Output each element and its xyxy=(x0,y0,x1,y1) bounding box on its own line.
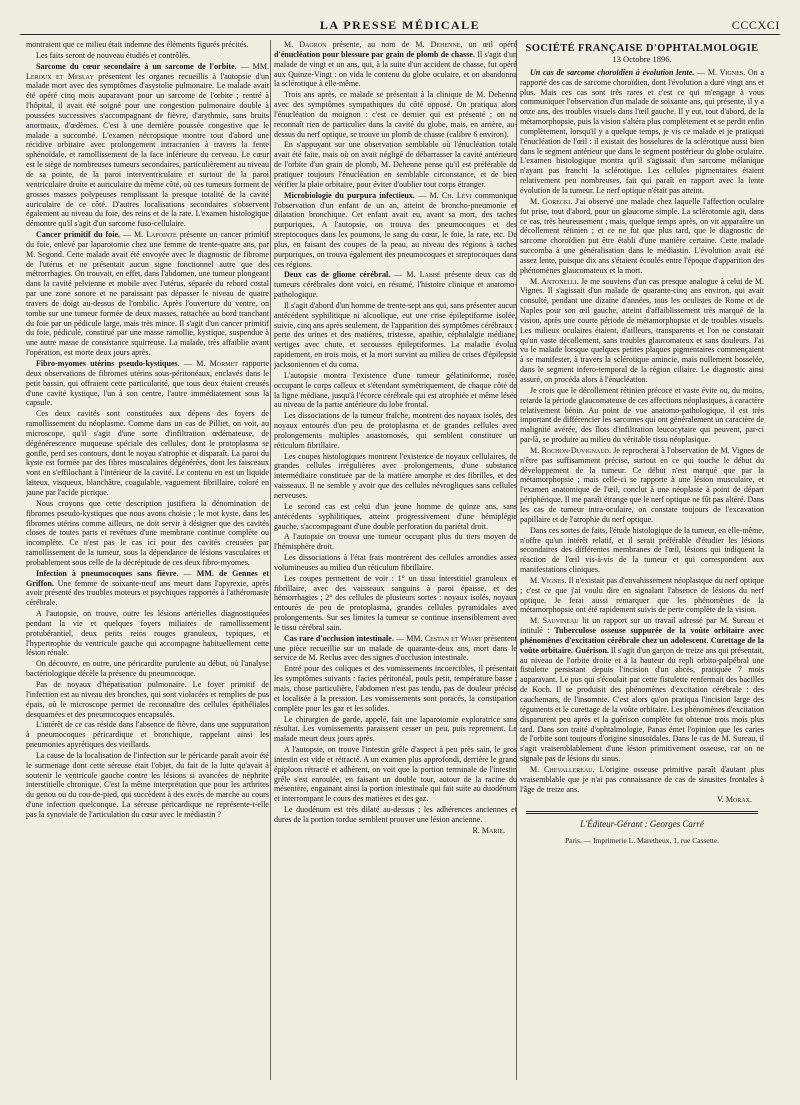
speech: Je reprocherai à l'observation de M. Vignes de n'être pas suffisamment précise, surtout en ce qui touche le début du développement de la tumeur. Ce début n'est marqué que par la métamorphopsie ; mais celle-ci se rapporte à une lésion musculaire, et l'examen anatomique de l'œil, conclut à une néoplasie à point de départ périphérique. Il me paraît étrange que le nerf optique ne fût pas altéré. Dans les cas de tumeur intra-oculaire, on constate toujours de l'excavation papillaire et de l'atrophie du nerf optique. xyxy=(520,445,764,524)
discussion-paragraph xyxy=(520,446,764,525)
article-title: Deux cas de gliome cérébral. xyxy=(284,270,391,280)
paragraph: Il s'agit d'abord d'un homme de trente-sept ans qui, sans présenter aucun antécédent syphilitique ni alcoolique, eut une crise épileptiforme isolée, suivie, cinq ans après seulement, de l'apparition des symptômes cérébraux : perte des urines et des matières, tristesse, apathie, céphalalgie médiane, vertiges avec chute, et secousses épileptiformes. La maladie évolua rapidement, en trois mois, et la mort survint au milieu de crises d'épilepsie jacksoniennes et du coma. xyxy=(274,300,517,369)
discussion-paragraph xyxy=(520,197,764,276)
article-body: présentent une pièce recueillie sur un malade de quarante-deux ans, mort dans le service de M. Reclus avec des signes d'occlusion intestinale. xyxy=(274,633,517,663)
paragraph: montraient que ce milieu était indemne des éléments figurés précités. xyxy=(26,40,249,49)
paragraph: Le duodénum est très dilaté au-dessus ; les adhérences anciennes et dures de la portion tordue semblent prouver une lésion ancienne. xyxy=(274,805,517,824)
article-authors: M. Sauvineau xyxy=(530,616,579,626)
article-authors: M. Mormet xyxy=(196,359,238,368)
discussion-paragraph xyxy=(520,277,764,385)
editor-line: L'Éditeur-Gérant : Georges Carré xyxy=(580,819,704,830)
paragraph: Trois ans après, ce malade se présentait à la clinique de M. Dehenne avec des symptômes sympathiques du côté opposé. On pratiqua alors l'énucléation du moignon : c'est ce dernier qui est présenté ; on ne reconnaît rien de particulier dans la cavité du globe, mais, en arrière, au-dessus du nerf optique, se trouve un plomb de chasse (calibre 6 environ). xyxy=(274,90,517,139)
article-gliome: Deux cas de gliome cérébral. — M. Labbé présente deux cas de tumeurs cérébrales dont voici, en résumé, l'histoire clinique et anatomo-pathologique. xyxy=(274,270,517,300)
article-authors: M. Ch. Lévi xyxy=(429,190,472,200)
column-3 xyxy=(520,40,764,1080)
speech: J'ai observé une malade chez laquelle l'affection oculaire fut prise, tout d'abord, pour un glaucome simple. La sclérotomie agit, dans ce cas, très heureusement ; mais, quelque temps après, on vit apparaître un décollement rétinien ; et ce ne fut que plus tard, que le diagnostic de sarcome choroïdien put être établi d'une manière certaine. Cette malade succomba à une généralisation dans le médiastin. L'évolution avait été assez lente, puisque dix ans s'étaient écoulés entre l'époque d'apparition des phénomènes glaucomateux et la mort. xyxy=(520,196,764,275)
speaker: M. Gorecki. xyxy=(530,196,573,206)
paragraph: Les dissociations de la tumeur fraîche, montrent des noyaux isolés, des noyaux entourés d'un peu de protoplasma et de grandes cellules avec prolongements multiples anastomosés, qui semblent constituer un réticulum fibrillaire. xyxy=(274,411,517,450)
article-fibro-myomes: Fibro-myomes utérins pseudo-kystiques. — M. Mormet rapporte deux observations de fibromes utérins sous-péritonéaux, enclavés dans le petit bassin, qui offraient cette particularité, que tous deux étaient creusés d'une cavité kystique, l'un à son centre, l'autre immédiatement sous la capsule. xyxy=(26,359,269,408)
article-body: On a rapporté des cas de sarcome choroïdien, dont l'évolution a duré vingt ans et plus. Mais ces cas sont très rares et c'est ce qui m'engage à vous communiquer l'observation d'un malade de soixante ans, qui présente, il y a onze ans, des troubles visuels dans l'œil gauche. Il y eut, tout d'abord, de la métamorphopsie, puis la vision s'altéra plus complètement et se perdit enfin complètement, lorsqu'il y a quelque temps, je vis ce malade et je pratiquai l'énucléation de l'œil : il existait des bosselures de la sclérotique aussi bien dans le segment antérieur que dans le segment postérieur du globe oculaire. L'examen histologique montra qu'il s'agissait d'un sarcome mélanique n'ayant pas franchi la sclérotique. Les cellules pigmentaires étaient relativement peu nombreuses, fait qui paraît en rapport avec la lente évolution de la tumeur. Le nerf optique n'était pas atteint. xyxy=(520,67,764,195)
paragraph: Je crois que le décollement rétinien précoce et vaste évite ou, du moins, retarde la période glaucomateuse de ces affections néoplasiques, à caractère relativement bénin. Au point de vue anatomo-pathologique, il est très important de différencier les sarcomes qui ont généralement un caractère de malignité avérée, des îlots d'infiltration leucocytaire qui peuvent, par-ci par-là, se produire au milieu du véritable tissu néoplasique. xyxy=(520,385,764,445)
paragraph: Le chirurgien de garde, appelé, fait une laparotomie exploratrice sans résultat. Les vomissements paraissent cesser un peu, puis reprennent. Le malade meurt deux jours après. xyxy=(274,714,517,744)
paragraph: L'autopsie montra l'existence d'une tumeur gélatiniforme, rosée, occupant le corps calleux et s'étendant symétriquement, de chaque côté de la ligne médiane, jusqu'à l'écorce cérébrale qui est atrophiée et même lésée au niveau de la partie antérieure du lobe frontal. xyxy=(274,370,517,410)
signature: V. Morax. xyxy=(717,795,752,805)
article-body: Il s'agit d'un malade de vingt et un ans, qui, à la suite d'un accident de chasse, fut opéré aux Quinze-Vingt : on vida le contenu du globe oculaire, et on abandonna la sclérotique à elle-même. xyxy=(274,49,517,89)
article-plomb-chasse xyxy=(274,40,517,89)
article-authors: MM. Cestan et Wiart xyxy=(406,633,482,643)
article-body: communique l'observation d'un enfant de un an, atteint de broncho-pneumonie et dilatation bronchique. Cet enfant avait eu, avant sa mort, des taches purpuriques. A l'autopsie, on trouva des pneumocoques et des streptocoques dans les poumons, le sang du cœur, le foie, la rate, etc. De plus, en faisant des coupes de la peau, au niveau des régions à taches purpuriques, on trouva également des pneumocoques et streptocoques dans ces régions. xyxy=(274,190,517,269)
column-2 xyxy=(274,40,517,1080)
speaker: M. Chevallereau. xyxy=(530,764,595,774)
paragraph: Les faits seront de nouveau étudiés et contrôlés. xyxy=(36,50,191,60)
column-rule-left xyxy=(270,40,271,1080)
speaker: M. Vignes. xyxy=(530,575,567,585)
article-sarcome-choroidien: Un cas de sarcome choroïdien à évolution lente. — M. Vignes. On a rapporté des cas de sarcome choroïdien, dont l'évolution a duré vingt ans et plus. Mais ces cas sont très rares et c'est ce qui m'engage à vous communiquer l'observation d'un malade de soixante ans, qui présente, il y a onze ans, des troubles visuels dans l'œil gauche. Il y eut, tout d'abord, de la métamorphopsie, puis la vision s'altéra plus complètement et se perdit enfin complètement, lorsqu'il y a quelque temps, je vis ce malade et je pratiquai l'énucléation de l'œil : il existait des bosselures de la sclérotique aussi bien dans le segment antérieur que dans le segment postérieur du globe oculaire. L'examen histologique montra qu'il s'agissait d'un sarcome mélanique n'ayant pas franchi la sclérotique. Les cellules pigmentaires étaient relativement peu nombreuses, fait qui paraît en rapport avec la lente évolution de la tumeur. Le nerf optique n'était pas atteint. xyxy=(520,67,764,195)
paragraph: L'intérêt de ce cas réside dans l'absence de fièvre, dans une suppuration à pneumocoques péricardique et bronchique, rappelant ainsi les pneumonies apyrétiques des vieillards. xyxy=(26,720,269,750)
paragraph: Les coupes permettent de voir : 1° un tissu interstitiel granuleux et fibrillaire, avec des vaisseaux sanguins à paroi épaisse, et des hémorrhagies ; 2° des cellules de plusieurs sortes : noyaux isolés, noyaux entourés de peu de protoplasma, grandes cellules pyramidales avec prolongements. Sur ses limites la tumeur se continue insensiblement avec le tissu cérébral sain. xyxy=(274,573,517,632)
signature: R. Marie. xyxy=(472,825,505,835)
article-title: Sarcome du cœur secondaire à un sarcome de l'orbite. xyxy=(36,61,237,71)
article-authors: M. Lapointe xyxy=(134,230,177,240)
paragraph: A l'autopsie, on trouve l'intestin grêle d'aspect à peu près sain, le gros intestin est vide et rétracté. A un examen plus approfondi, derrière le grand épiploon rétracté et adhérent, on voit que la portion terminale de l'intestin grêle s'est enroulée, en faisant un double tour, autour de la racine du mésentère, engainant ainsi la portion intestinale qui fait suite au duodénum et interrompant le cours des matières et des gaz. xyxy=(274,745,517,804)
speech: Je me souviens d'un cas presque analogue à celui de M. Vignes. Il s'agissait d'un malade de quarante-cinq ans environ, qui avait consulté, pendant une dizaine d'années, tous les oculistes de Rome et de Naples pour son œil gauche, atteint d'affaiblissement très marqué de la vision, après une courte période de métamorphopsie et de troubles visuels. Les milieux oculaires étaient, d'ailleurs, transparents et l'on ne constatait qu'un vaste décollement, sans troubles glaucomateux et sans douleurs. J'ai vu le malade lorsque quelques petites plaques pigmentaires commençaient à se manifester, à travers la sclérotique amincie, mais nullement bosselée, dans le segment infero-temporal de la région ciliaire. Le diagnostic ainsi assuré, on procéda alors à l'énucléation. xyxy=(520,276,764,384)
paragraph: En s'appuyant sur une observation semblable où l'énucléation totale avait été faite, mais où on avait négligé de débarrasser la cavité antérieure de l'orbite d'un grain de plomb, M. Dehenne pense qu'il est préférable de pratiquer toujours l'énucléation en semblable circonstance, et de bien vérifier la plaie orbitaire, pour éviter d'oublier tout corps étranger. xyxy=(274,140,517,189)
paragraph: Les coupes histologiques montrent l'existence de noyaux cellulaires, de grandes cellules irrégulières avec prolongements, d'une substance intermédiaire constituée par de la matière amorphe et des fibrilles, et des vaisseaux. Il ne semble y avoir que des cellules névrogliques sans cellules nerveuses. xyxy=(274,451,517,500)
article-title: Un cas de sarcome choroïdien à évolution lente. xyxy=(530,67,695,77)
article-authors: M. Labbé xyxy=(406,270,441,280)
running-header xyxy=(20,10,780,35)
speech: L'origine osseuse primitive paraît d'autant plus vraisemblable que je n'ai pas connaissance de cas de sinusites frontales à l'âge de treize ans. xyxy=(520,764,764,794)
article-body: Il s'agit d'un garçon de treize ans qui présentait, au niveau de l'orbite droite et à la hauteur du repli orbito-palpébral une fistulette persistant depuis l'incision d'un abcès, pratiquée 7 mois auparavant. Le pus qui s'écoulait par cette fistulette renfermait des bacilles de Koch. Il se produisit des phénomènes d'excitation cérébrale : des cauchemars, de l'insomnie. C'est alors qu'on pratiqua l'incision large des téguments et le curettage de la voûte orbitaire. Les phénomènes d'excitation disparurent peu après et la guérison complète fut obtenue trois mois plus tard. Dans son traité d'ophtalmologie, Panas émet l'opinion que les caries de l'orbite sont toujours d'origine sinusoïdales. Dans le cas de M. Sureau, il s'agit vraisemblablement d'une lésion primitivement osseuse, car on ne signale pas de lésions du sinus. xyxy=(520,645,764,764)
article-title: Microbiologie du purpura infectieux. xyxy=(284,190,415,200)
article-body: Une femme de soixante-neuf ans meurt dans l'apyrexie, après avoir présenté des troubles moteurs et psychiques rapportés à l'athéromasie cérébrale. xyxy=(26,578,269,608)
article-text: lit un rapport sur un travail adressé par M. Sureau et intitulé : xyxy=(520,616,764,636)
paragraph: Le second cas est celui d'un jeune homme de quinze ans, sans antécédents syphilitiques, atteint progressivement d'une hémiplégie gauche, s'accompagnant d'une double perforation du pariétal droit. xyxy=(274,501,517,531)
article-title: Tuberculose osseuse suppurée de la voûte orbitaire avec phénomènes d'excitation cérébrale chez un adolescent. Curettage de la voûte orbitaire. Guérison. xyxy=(520,626,764,655)
article-body: présentent les organes recueillis à l'autopsie d'un malade mort avec des symptômes d'asystolie pulmonaire. Le malade avait été opéré cinq mois auparavant pour un sarcome de l'orbite ; rentré à l'hôpital, il avait été soigné pour une congestion pulmonaire double à poussées successives s'accompagnant de fièvre, d'arythmie, sans bruits anormaux, d'œdèmes. C'est à une dernière poussée congestive que le malade a succombé. L'examen nécropsique montre tout d'abord une récidive orbitaire avec prolongement intracranien à travers la fente sphénoïdale, et ramollissement de la face inférieure du cerveau. Le cœur est le siège de nombreuses tumeurs secondaires, particulièrement au niveau de sa pointe, de la paroi interventriculaire et surtout de la paroi ventriculaire droite et auriculaire du même côté, où ces tumeurs forment de grosses masses polypeuses remplissant la presque totalité de la cavité auriculaire de ce côté. D'autres localisations secondaires s'observent également au niveau du foie, des reins et de la rate. L'examen histologique démontre qu'il s'agit d'un sarcome fuso-cellulaire. xyxy=(26,71,269,229)
paragraph: Ces deux cavités sont constituées aux dépens des foyers de ramollissement du néoplasme. Comme dans un cas de Pilliet, on voit, au microscope, qu'il s'agit d'une sorte d'infiltration œdémateuse, de dégénérescence muqueuse spéciale des cellules, dont le protoplasma se gonfle, perd ses contours, dont le noyau s'atrophie et disparaît. La paroi du kyste est formée par des fibres musculaires dégénérées, dont les faisceaux vont en s'effilochant à l'intérieur de la cavité. Le contenu en est un liquide laiteux, visqueux, blanchâtre, coagulable, vaguement fibrillaire, coloré en jaune par l'acide picrique. xyxy=(26,409,269,497)
article-body: présente deux cas de tumeurs cérébrales dont voici, en résumé, l'histoire clinique et anatomo-pathologique. xyxy=(274,270,517,300)
article-body: présente un cancer primitif du foie, enlevé par laparotomie chez une femme de trente-quatre ans, par M. Segond. Cette malade avait été envoyée avec le diagnostic de fibrome de l'utérus et ne présentait aucun signe fonctionnel autre que des métrorrhagies. On trouvait, en effet, dans l'abdomen, une tumeur plongeant dans la cavité pelvienne et mobile avec l'utérus, séparée du rebord costal par une zone sonore et ne paraissant pas dépasser le niveau de quatre travers de doigt au-dessus de l'ombilic. Après l'ouverture du ventre, on tombe sur une tumeur formée de deux masses, rattachée au bord tranchant du foie par un pédicule large, mais très mince. Il s'agit d'un cancer primitif du foie, pédiculé, constitué par une masse ramollie, kystique, suspendue à une autre masse de consistance squirreuse. La malade, très affaiblie avant l'opération, est morte deux jours après. xyxy=(26,230,269,358)
article-title: Cancer primitif du foie. xyxy=(36,230,121,240)
article-infection-pneumocoques: Infection à pneumocoques sans fièvre. — MM. de Gennes et Griffon. Une femme de soixante-neuf ans meurt dans l'apyrexie, après avoir présenté des troubles moteurs et psychiques rapportés à l'athéromasie cérébrale. xyxy=(26,568,269,608)
article-authors: MM. de Gennes et Griffon. xyxy=(26,568,269,588)
paragraph: Les dissociations à l'état frais montrèrent des cellules arrondies assez volumineuses au milieu d'un réticulum fibrillaire. xyxy=(274,553,517,572)
article-title: Fibro-myomes utérins pseudo-kystiques. xyxy=(36,359,180,368)
paragraph: A l'autopsie, on trouve, outre les lésions artérielles diagnostiquées pendant la vie et quelques foyers miliaires de ramollissement protubérantiel, deux petits reins rouges granuleux, typiques, et l'hypertrophie du ventricule gauche qui accompagne habituellement cette lésion rénale. xyxy=(26,609,269,658)
article-sarcome-coeur: Sarcome du cœur secondaire à un sarcome de l'orbite. — MM. Leroux et Meslay présentent les organes recueillis à l'autopsie d'un malade mort avec des symptômes d'asystolie pulmonaire. Le malade avait été opéré cinq mois auparavant pour un sarcome de l'orbite ; rentré à l'hôpital, il avait été soigné pour une congestion pulmonaire double à poussées successives s'accompagnant de fièvre, d'arythmie, sans bruits anormaux, d'œdèmes. C'est à une dernière poussée congestive que le malade a succombé. L'examen nécropsique montre tout d'abord une récidive orbitaire avec prolongement intracranien à travers la fente sphénoïdale, et ramollissement de la face inférieure du cerveau. Le cœur est le siège de nombreuses tumeurs secondaires, particulièrement au niveau de sa pointe, de la paroi interventriculaire et surtout de la paroi ventriculaire droite et auriculaire du même côté, où ces tumeurs forment de grosses masses polypeuses remplissant la presque totalité de la cavité auriculaire de ce côté. D'autres localisations secondaires s'observent également au niveau du foie, des reins et de la rate. L'examen histologique démontre qu'il s'agit d'un sarcome fuso-cellulaire. xyxy=(26,61,269,229)
paragraph: Nous croyons que cette description justifiera la dénomination de fibromes pseudo-kystiques que nous avons choisie ; le mot kyste, dans les fibromes utérins comme ailleurs, ne doit servir à désigner que des cavités closes de toutes parts et revêtues d'une membrane continue complète ou incomplète. Ce n'est pas le cas ici pour des cavités creusées par ramollissement de la tumeur, sous la dépendance de lésions vasculaires et probablement sous celle de la décrépitude de ces deux fibro-myomes. xyxy=(26,498,269,567)
divider xyxy=(526,811,758,814)
article-title: d'énucléation pour blessure par grain de plomb de chasse. xyxy=(274,49,476,59)
article-text: présente, au nom de xyxy=(332,40,410,49)
journal-title: LA PRESSE MÉDICALE xyxy=(319,18,481,32)
paragraph: Dans ces sortes de faits, l'étude histologique de la tumeur, en elle-même, n'offre qu'un intérêt relatif, et il serait préférable d'étudier les lésions secondaires des différentes membranes de l'œil, lésions qui indiquent la réaction de l'œil vis-à-vis de la tumeur et qui correspondent aux manifestations cliniques. xyxy=(520,525,764,575)
page-number-right: CCCXCI xyxy=(731,18,780,32)
article-authors: MM. Leroux et Meslay xyxy=(26,61,269,81)
paragraph: Entré pour des coliques et des vomissements incoercibles, il présentait les symptômes suivants : facies péritonéal, pouls petit, température basse ; mais, chose particulière, l'abdomen n'est pas tendu, pas de douleur précise et localisée à la pression. Les vomissements sont poracés, la constipation complète pour les gaz et les solides. xyxy=(274,664,517,713)
discussion-paragraph xyxy=(520,576,764,615)
article-title: Cas rare d'occlusion intestinale. xyxy=(284,633,394,643)
article-body: rapporte deux observations de fibromes utérins sous-péritonéaux, enclavés dans le petit bassin, qui offraient cette particularité, que tous deux étaient creusés d'une cavité kystique, l'un à son centre, l'autre immédiatement sous la capsule. xyxy=(26,359,269,408)
article-purpura: Microbiologie du purpura infectieux. — M. Ch. Lévi communique l'observation d'un enfant de un an, atteint de broncho-pneumonie et dilatation bronchique. Cet enfant avait eu, avant sa mort, des taches purpuriques. A l'autopsie, on trouva des pneumocoques et des streptocoques dans les poumons, le sang du cœur, le foie, la rate, etc. De plus, en faisant des coupes de la peau, au niveau des régions à taches purpuriques, on trouva également des pneumocoques et streptocoques dans ces régions. xyxy=(274,190,517,269)
speech: Il n'existait pas d'envahissement néoplasique du nerf optique ; c'est ce que j'ai voulu dire en signalant l'absence de lésions du nerf optique. Je ferai aussi remarquer que les phénomènes de la métamorphopsie ont été rapidement suivis de perte complète de la vision. xyxy=(520,575,764,615)
session-date: 13 Octobre 1896. xyxy=(612,54,672,64)
speaker: M. Rochon-Duvignaud. xyxy=(530,445,611,455)
article-authors: M. Dagron xyxy=(284,40,327,49)
paragraph: A l'autopsie on trouva une tumeur occupant plus du tiers moyen de l'hémisphère droit. xyxy=(274,532,517,552)
article-title: Infection à pneumocoques sans fièvre. xyxy=(36,568,179,578)
article-cancer-foie: Cancer primitif du foie. — M. Lapointe présente un cancer primitif du foie, enlevé par laparotomie chez une femme de trente-quatre ans, par M. Segond. Cette malade avait été envoyée avec le diagnostic de fibrome de l'utérus et ne présentait aucun signe fonctionnel autre que des métrorrhagies. On trouvait, en effet, dans l'abdomen, une tumeur plongeant dans la cavité pelvienne et mobile avec l'utérus, séparée du rebord costal par une zone sonore et ne paraissant pas dépasser le niveau de quatre travers de doigt au-dessus de l'ombilic. Après l'ouverture du ventre, on tombe sur une tumeur formée de deux masses, rattachée au bord tranchant du foie par un pédicule large, mais très mince. Il s'agit d'un cancer primitif du foie, pédiculé, constitué par une masse ramollie, kystique, suspendue à une autre masse de consistance squirreuse. La malade, très affaiblie avant l'opération, est morte deux jours après. xyxy=(26,230,269,358)
column-1 xyxy=(26,40,269,1080)
article-occlusion: Cas rare d'occlusion intestinale. — MM. Cestan et Wiart présentent une pièce recueillie sur un malade de quarante-deux ans, mort dans le service de M. Reclus avec des signes d'occlusion intestinale. xyxy=(274,633,517,663)
society-heading: SOCIÉTÉ FRANÇAISE D'OPHTALMOLOGIE xyxy=(525,43,759,54)
paragraph: On découvre, en outre, une péricardite purulente au début, où l'analyse bactériologique décèle la présence du pneumocoque. xyxy=(26,659,269,679)
speaker: M. Antonelli. xyxy=(530,276,579,286)
article-authors: M. Vignes. xyxy=(707,67,746,77)
paragraph: La cause de la localisation de l'infection sur le péricarde paraît avoir été le surmenage dont cette séreuse était l'objet, du fait de la lutte qu'avait à soutenir le ventricule gauche contre les lésions si avancées de néphrite interstitielle chronique. C'est la même interprétation que pour les arthrites du genou ou du cou-de-pied, qui succèdent à des excès de marche au cours d'une infection quelconque. La séreuse péricardique ne représente-t-elle pas la synoviale de l'articulation du cœur avec le médiastin ? xyxy=(26,750,269,819)
article-tuberculose-orbitaire xyxy=(520,616,764,764)
printer-line: Paris. — Imprimerie L. Maretheux, 1, rue Cassette. xyxy=(564,836,720,846)
discussion-paragraph xyxy=(520,765,764,795)
paragraph: Pas de noyaux d'hépatisation pulmonaire. Le foyer primitif de l'infection est au niveau des bronches, qui sont violacées et remplies de pus épais, où le microscope permet de reconnaître des cellules épithéliales desquamées et des pneumocoques encapsulés. xyxy=(26,680,269,719)
article-text: un œil opéré xyxy=(468,40,517,49)
article-authors: M. Dehenne, xyxy=(415,40,463,49)
